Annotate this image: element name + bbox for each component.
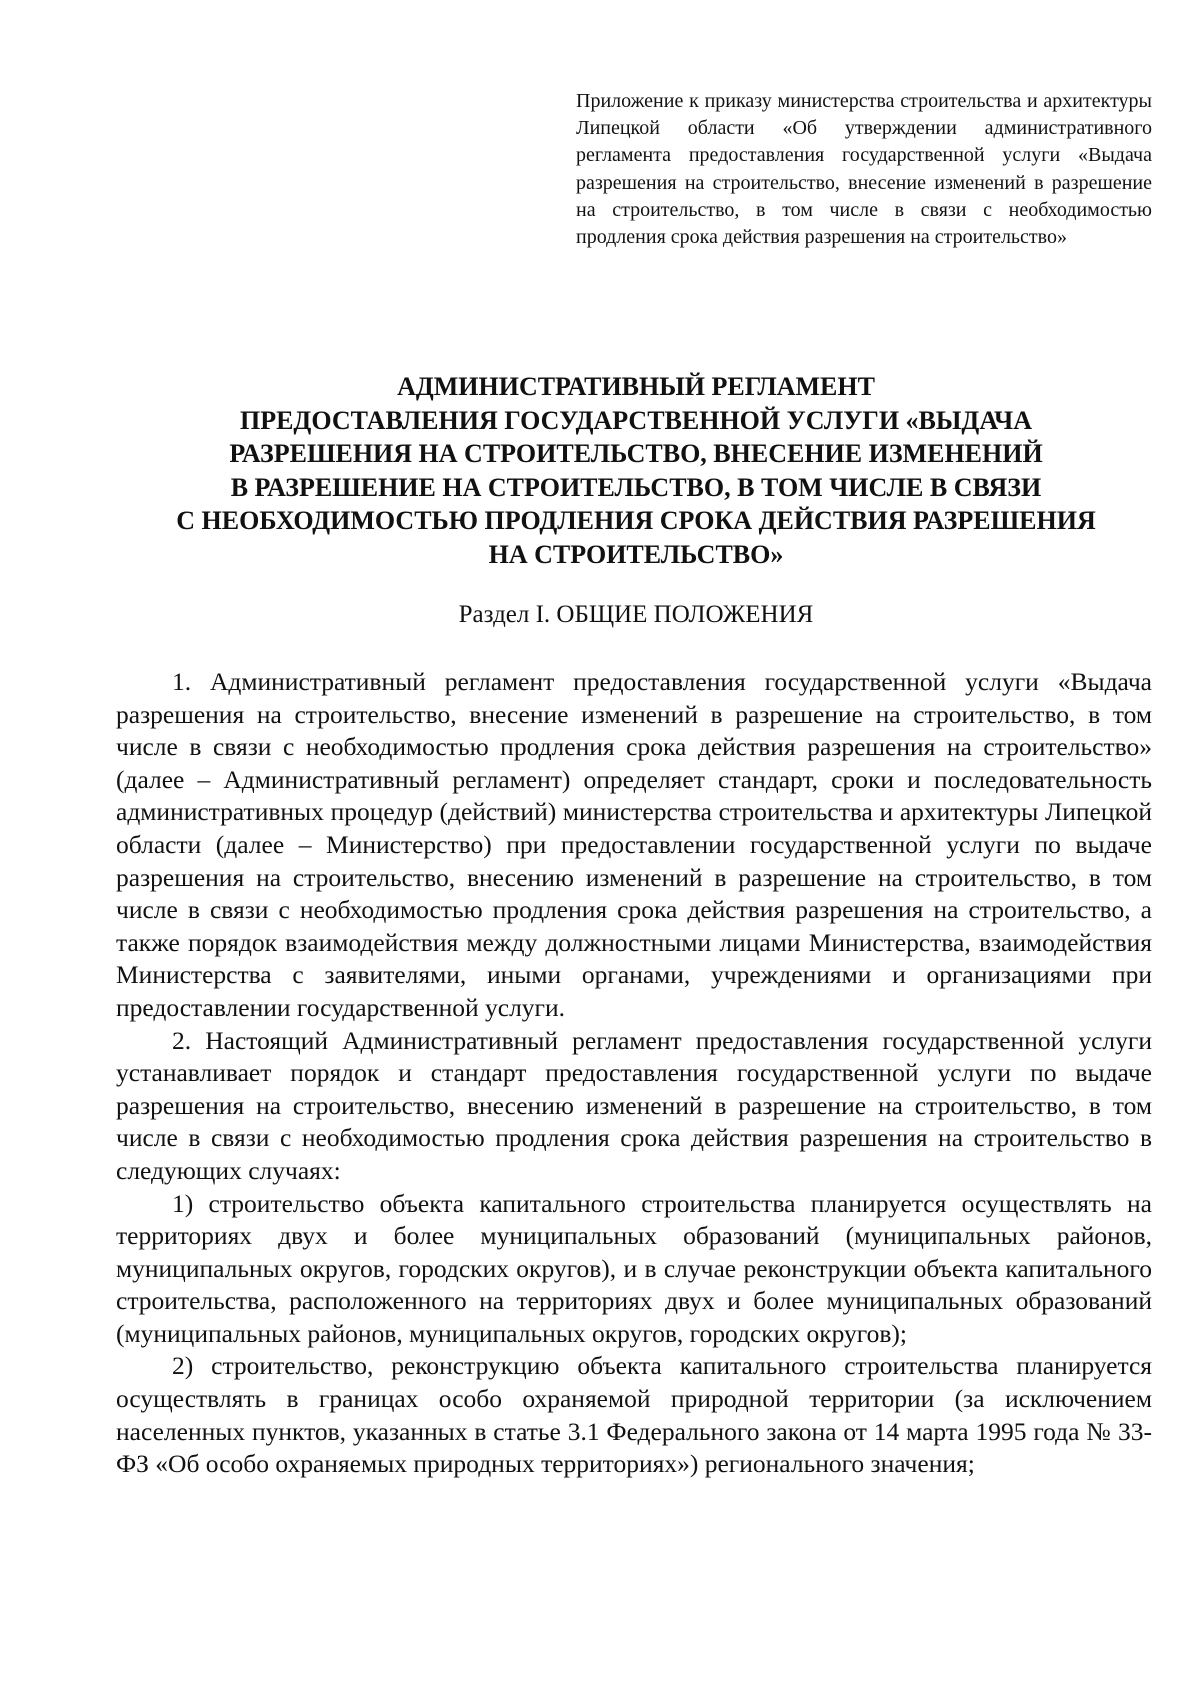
title-line: АДМИНИСТРАТИВНЫЙ РЕГЛАМЕНТ bbox=[397, 372, 875, 401]
document-title bbox=[120, 370, 1152, 571]
paragraph-1: 1. Административный регламент предоставления государственной услуги «Выдача разрешения на строительство, внесение изменений в разрешение на строительство, в том числе в связи с необходимостью продления срока действия разрешения на строительство» (далее – Административный регламент) определяет стандарт, сроки и последовательность административных процедур (действий) министерства строительства и архитектуры Липецкой области (далее – Министерство) при предоставлении государственной услуги по выдаче разрешения на строительство, внесению изменений в разрешение на строительство, в том числе в связи с необходимостью продления срока действия разрешения на строительство, а также порядок взаимодействия между должностными лицами Министерства, взаимодействия Министерства с заявителями, иными органами, учреждениями и организациями при предоставлении государственной услуги. bbox=[116, 667, 1152, 1022]
paragraph-2: 2. Настоящий Административный регламент предоставления государственной услуги устанавливает порядок и стандарт предоставления государственной услуги по выдаче разрешения на строительство, внесению изменений в разрешение на строительство, в том числе в связи с необходимостью продления срока действия разрешения на строительство в следующих случаях: bbox=[116, 1025, 1152, 1185]
title-line: НА СТРОИТЕЛЬСТВО» bbox=[488, 539, 784, 569]
title-line: РАЗРЕШЕНИЯ НА СТРОИТЕЛЬСТВО, ВНЕСЕНИЕ ИЗМЕНЕНИЙ bbox=[229, 439, 1043, 468]
title-line: В РАЗРЕШЕНИЕ НА СТРОИТЕЛЬСТВО, В ТОМ ЧИСЛЕ В СВЯЗИ bbox=[230, 472, 1042, 502]
section-heading: Раздел I. ОБЩИЕ ПОЛОЖЕНИЯ bbox=[458, 601, 814, 628]
paragraph-item-2: 2) строительство, реконструкцию объекта капитального строительства планируется осуществлять в границах особо охраняемой природной территории (за исключением населенных пунктов, указанных в статье 3.1 Федерального закона от 14 марта 1995 года № 33-ФЗ «Об особо охраняемых природных территориях») регионального значения; bbox=[116, 1351, 1152, 1479]
document-body bbox=[116, 666, 1152, 1481]
title-line: ПРЕДОСТАВЛЕНИЯ ГОСУДАРСТВЕННОЙ УСЛУГИ «ВЫДАЧА bbox=[239, 405, 1033, 435]
title-line: С НЕОБХОДИМОСТЬЮ ПРОДЛЕНИЯ СРОКА ДЕЙСТВИЯ РАЗРЕШЕНИЯ bbox=[176, 506, 1096, 535]
annex-note: Приложение к приказу министерства строительства и архитектуры Липецкой области «Об утверждении административного регламента предоставления государственной услуги «Выдача разрешения на строительство, внесение изменений в разрешение на строительство, в том числе в связи с необходимостью продления срока действия разрешения на строительство» bbox=[576, 90, 1152, 249]
paragraph-item-1: 1) строительство объекта капитального строительства планируется осуществлять на территориях двух и более муниципальных образований (муниципальных районов, муниципальных округов, городских округов), и в случае реконструкции объекта капитального строительства, расположенного на территориях двух и более муниципальных образований (муниципальных районов, муниципальных округов, городских округов); bbox=[116, 1188, 1152, 1348]
